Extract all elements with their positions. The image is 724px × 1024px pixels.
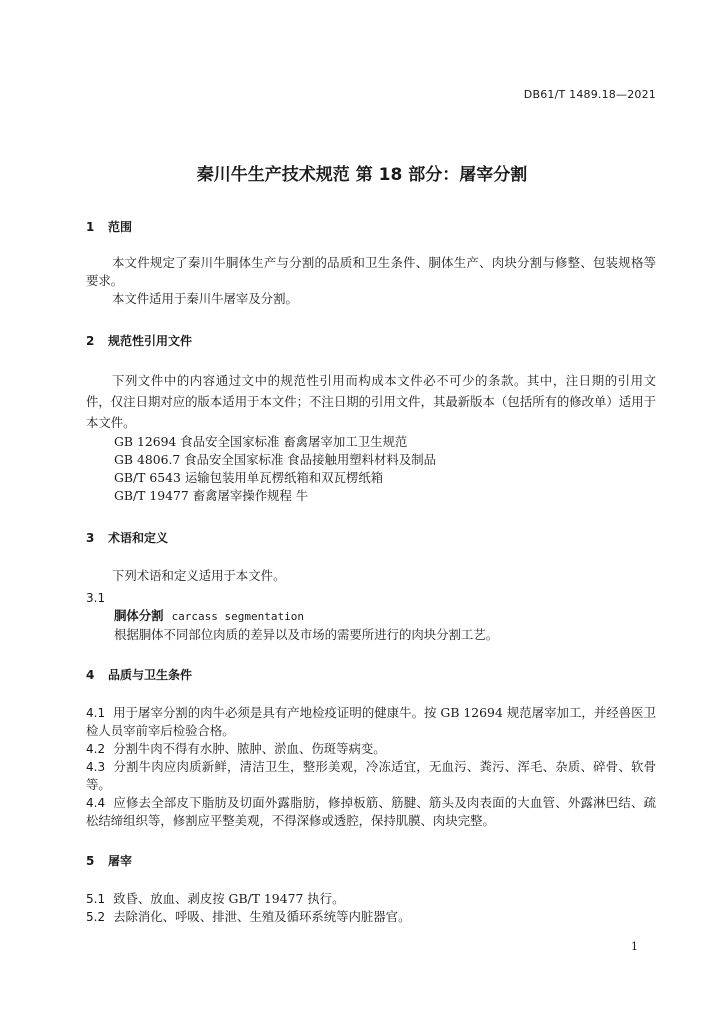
section-number: 4 bbox=[86, 668, 95, 682]
reference-item: GB 12694 食品安全国家标准 畜禽屠宰加工卫生规范 bbox=[114, 434, 408, 449]
clause-number: 4.4 bbox=[86, 796, 106, 810]
reference-item: GB 4806.7 食品安全国家标准 食品接触用塑料材料及制品 bbox=[114, 452, 436, 467]
section-heading-slaughter bbox=[86, 852, 656, 870]
section-title: 规范性引用文件 bbox=[108, 334, 193, 348]
reference-item: GB/T 6543 运输包装用单瓦楞纸箱和双瓦楞纸箱 bbox=[114, 470, 384, 485]
document-number: DB61/T 1489.18—2021 bbox=[523, 88, 656, 101]
section-title: 品质与卫生条件 bbox=[108, 668, 193, 682]
term-entry bbox=[86, 607, 656, 626]
reference-item: GB/T 19477 畜禽屠宰操作规程 牛 bbox=[114, 488, 309, 503]
section-number: 5 bbox=[86, 854, 95, 868]
term-english: carcass segmentation bbox=[171, 610, 305, 623]
clause-text: 分割牛肉不得有水肿、脓肿、淤血、伤斑等病变。 bbox=[113, 741, 386, 756]
clause-4-4 bbox=[86, 794, 656, 830]
page-title: 秦川牛生产技术规范 第 18 部分：屠宰分割 bbox=[196, 165, 528, 185]
clause-4-1 bbox=[86, 704, 656, 740]
page-number: 1 bbox=[631, 940, 638, 953]
section-heading-quality-hygiene bbox=[86, 666, 656, 684]
clause-text: 分割牛肉应肉质新鲜，清洁卫生，整形美观，冷冻适宜，无血污、粪污、浑毛、杂质、碎骨、软骨等。 bbox=[86, 759, 656, 792]
section-number: 2 bbox=[86, 334, 95, 348]
section-heading-scope bbox=[86, 218, 656, 236]
clause-number: 5.1 bbox=[86, 892, 106, 906]
section-heading-terms bbox=[86, 529, 656, 547]
section-title: 范围 bbox=[108, 220, 133, 234]
paragraph: 本文件适用于秦川牛屠宰及分割。 bbox=[112, 291, 298, 306]
term-chinese: 胴体分割 bbox=[114, 608, 164, 623]
paragraph: 下列术语和定义适用于本文件。 bbox=[112, 568, 286, 583]
document-body bbox=[86, 218, 656, 926]
clause-text: 用于屠宰分割的肉牛必须是具有产地检疫证明的健康牛。按 GB 12694 规范屠宰加工，并经兽医卫检人员宰前宰后检验合格。 bbox=[86, 705, 656, 738]
section-number: 3 bbox=[86, 531, 95, 545]
clause-4-2 bbox=[86, 740, 656, 758]
clause-number: 4.1 bbox=[86, 706, 106, 720]
paragraph: 下列文件中的内容通过文中的规范性引用而构成本文件必不可少的条款。其中，注日期的引用文件，仅注日期对应的版本适用于本文件；不注日期的引用文件，其最新版本（包括所有的修改单）适用于本文件。 bbox=[86, 373, 656, 430]
section-number: 1 bbox=[86, 220, 95, 234]
section-heading-normative-references bbox=[86, 332, 656, 350]
clause-text: 致昏、放血、剥皮按 GB/T 19477 执行。 bbox=[113, 891, 345, 906]
clause-5-2 bbox=[86, 908, 656, 926]
paragraph: 本文件规定了秦川牛胴体生产与分割的品质和卫生条件、胴体生产、肉块分割与修整、包装规格等要求。 bbox=[86, 255, 656, 288]
clause-4-3 bbox=[86, 758, 656, 794]
term-number: 3.1 bbox=[86, 591, 106, 605]
section-title: 屠宰 bbox=[108, 854, 133, 868]
clause-number: 4.3 bbox=[86, 760, 106, 774]
clause-number: 5.2 bbox=[86, 910, 106, 924]
clause-text: 应修去全部皮下脂肪及切面外露脂肪，修掉板筋、筋腱、筋头及肉表面的大血管、外露淋巴结、疏松结缔组织等，修割应平整美观，不得深修或透腔，保持肌膜、肉块完整。 bbox=[86, 795, 656, 828]
clause-5-1 bbox=[86, 890, 656, 908]
section-title: 术语和定义 bbox=[108, 531, 169, 545]
clause-text: 去除消化、呼吸、排泄、生殖及循环系统等内脏器官。 bbox=[113, 909, 411, 924]
term-definition: 根据胴体不同部位肉质的差异以及市场的需要所进行的肉块分割工艺。 bbox=[114, 627, 499, 642]
clause-number: 4.2 bbox=[86, 742, 106, 756]
